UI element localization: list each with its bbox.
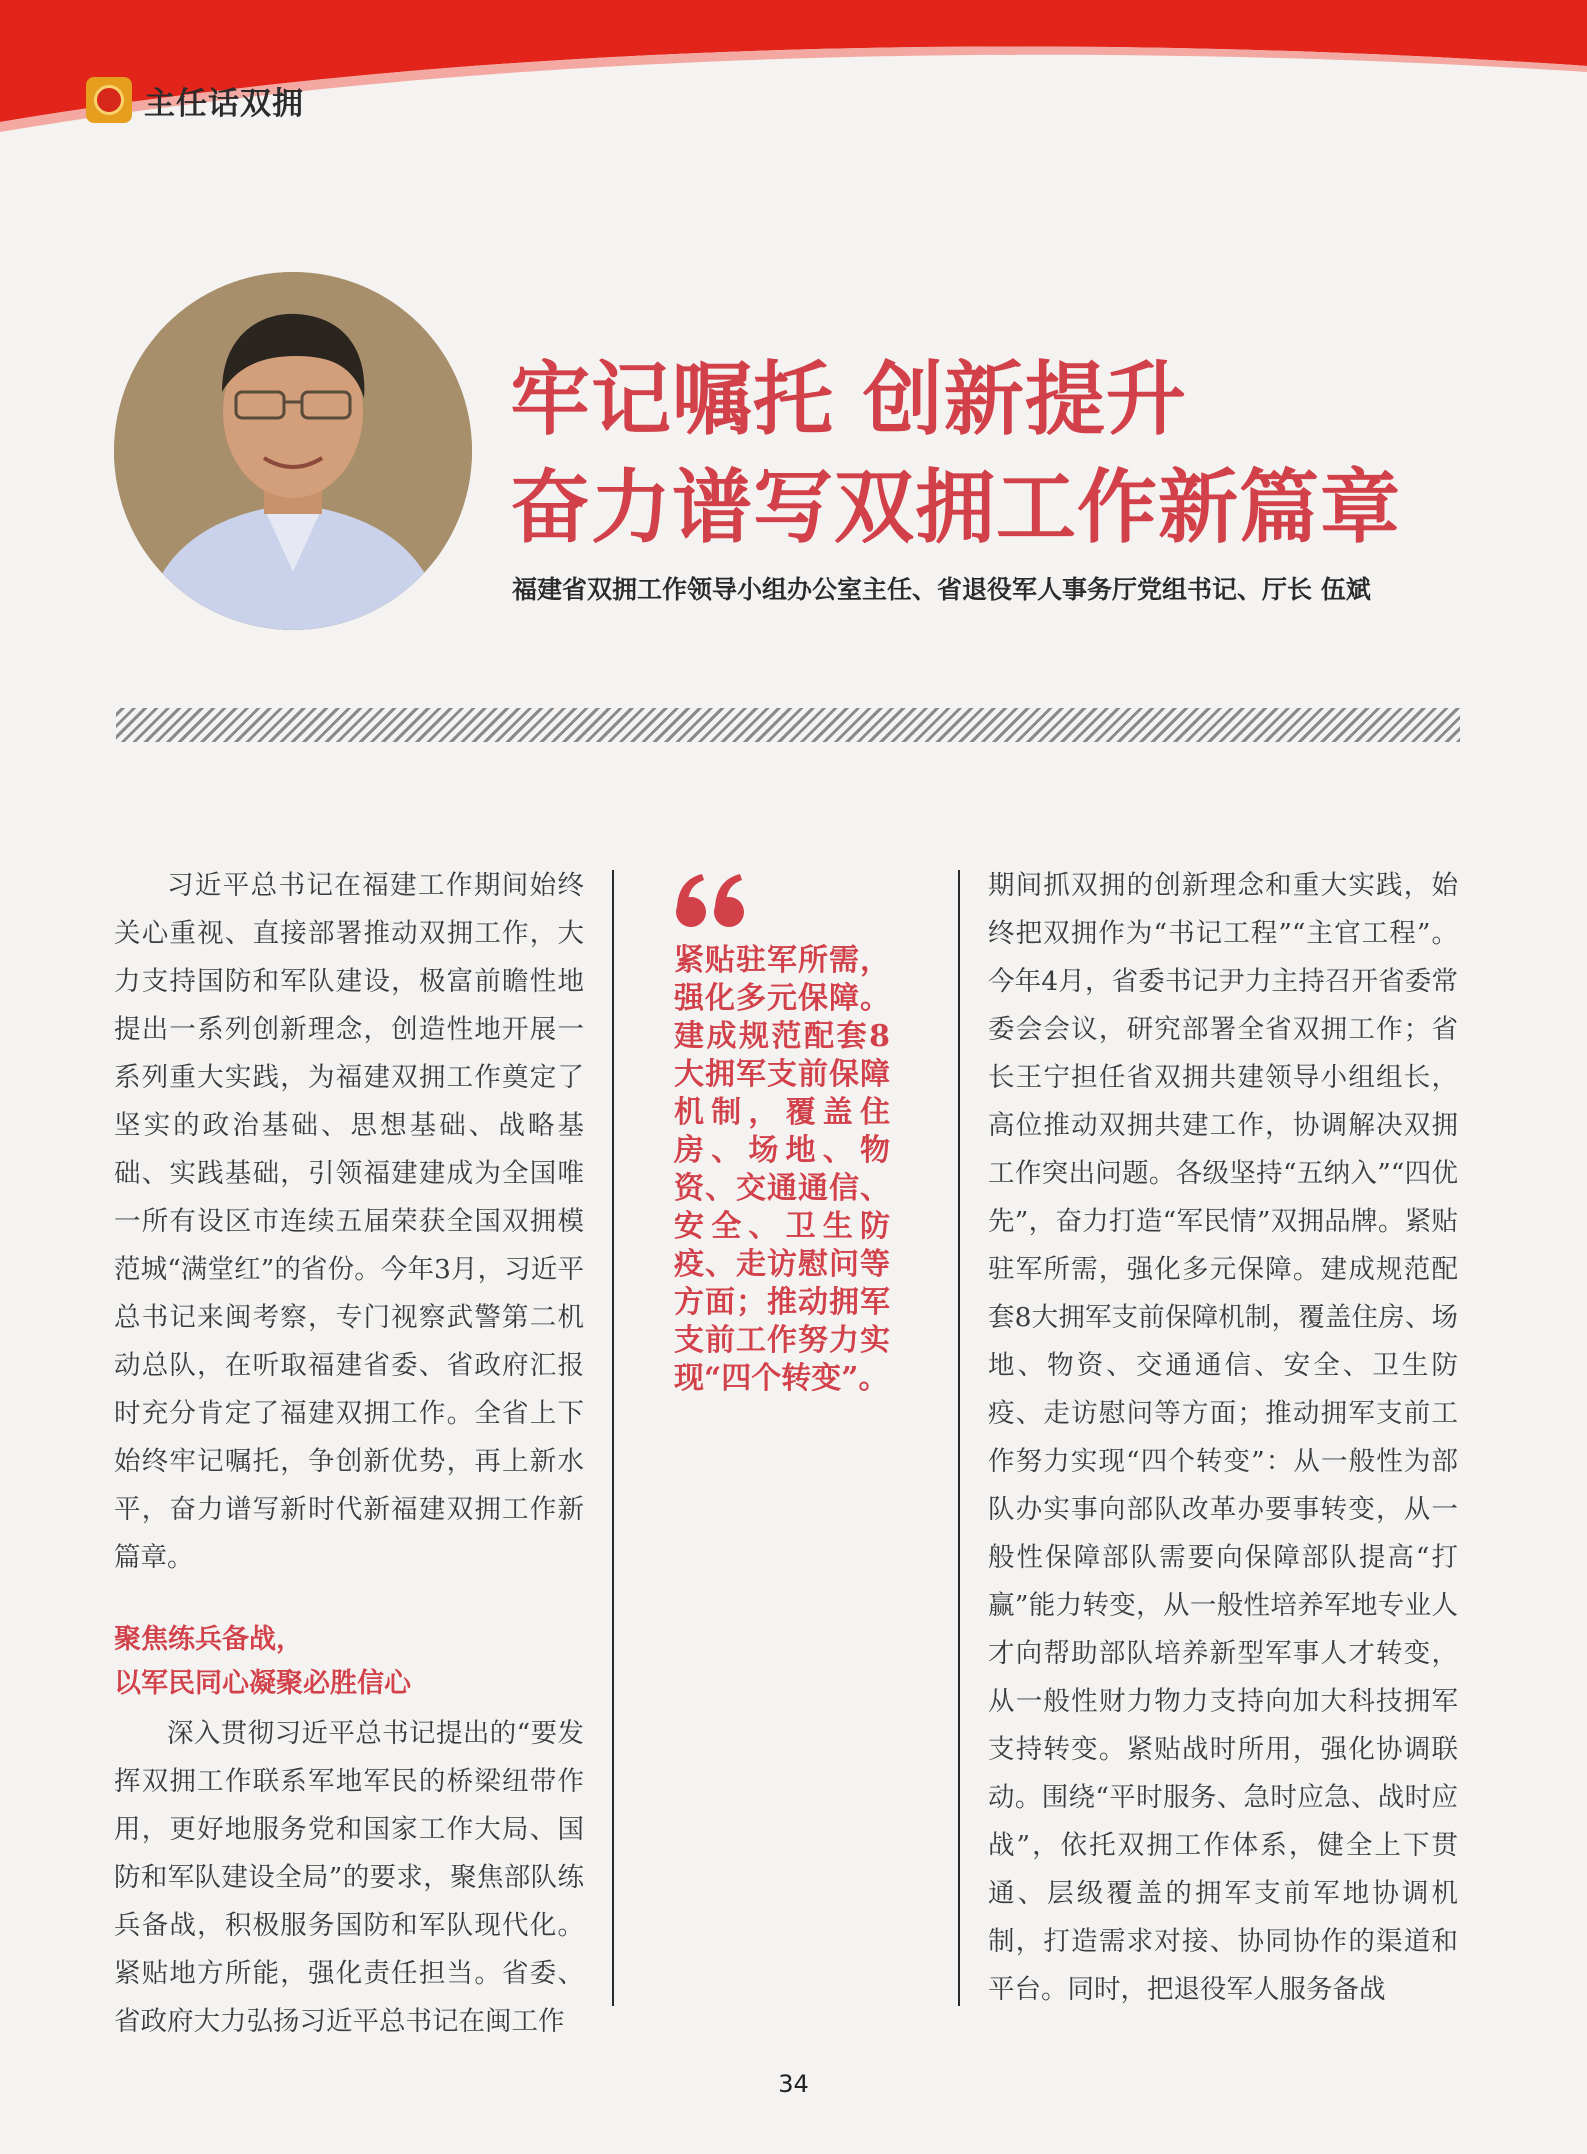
- column-rule: [612, 870, 614, 2006]
- hatched-divider: [116, 708, 1460, 742]
- author-byline: 福建省双拥工作领导小组办公室主任、省退役军人事务厅党组书记、厅长 伍斌: [512, 575, 1371, 604]
- section-subheading: [114, 1618, 584, 1706]
- section-label: 主任话双拥: [144, 85, 304, 122]
- double-support-emblem-icon: [86, 77, 132, 123]
- quote-mark-icon: [674, 872, 748, 928]
- title-line-2: 奋力谱写双拥工作新篇章: [510, 461, 1401, 554]
- body-paragraph: 深入贯彻习近平总书记提出的“要发挥双拥工作联系军地军民的桥梁纽带作用，更好地服务党和国家工作大局、国防和军队建设全局”的要求，聚焦部队练兵备战，积极服务国防和军队现代化。紧贴地方所能，强化责任担当。省委、省政府大力弘扬习近平总书记在闽工作: [114, 1718, 584, 2037]
- title-line-1: 牢记嘱托 创新提升: [510, 353, 1187, 446]
- pull-quote: 紧贴驻军所需，强化多元保障。建成规范配套8大拥军支前保障机制，覆盖住房、场地、物资、交通通信、安全、卫生防疫、走访慰问等方面；推动拥军支前工作努力实现“四个转变”。: [674, 943, 890, 1396]
- article-title: [510, 346, 1401, 562]
- author-portrait: [114, 272, 472, 630]
- page-number: 34: [778, 2070, 809, 2098]
- column-right: [988, 862, 1458, 2014]
- section-tag: [86, 76, 304, 124]
- column-left: [114, 862, 584, 2046]
- body-paragraph: 习近平总书记在福建工作期间始终关心重视、直接部署推动双拥工作，大力支持国防和军队建设，极富前瞻性地提出一系列创新理念，创造性地开展一系列重大实践，为福建双拥工作奠定了坚实的政治基础、思想基础、战略基础、实践基础，引领福建建成为全国唯一所有设区市连续五届荣获全国双拥模范城“满堂红”的省份。今年3月，习近平总书记来闽考察，专门视察武警第二机动总队，在听取福建省委、省政府汇报时充分肯定了福建双拥工作。全省上下始终牢记嘱托，争创新优势，再上新水平，奋力谱写新时代新福建双拥工作新篇章。: [114, 870, 584, 1573]
- subheading-line-2: 以军民同心凝聚必胜信心: [114, 1668, 411, 1699]
- body-paragraph: 期间抓双拥的创新理念和重大实践，始终把双拥作为“书记工程”“主官工程”。今年4月，省委书记尹力主持召开省委常委会会议，研究部署全省双拥工作；省长王宁担任省双拥共建领导小组组长，高位推动双拥共建工作，协调解决双拥工作突出问题。各级坚持“五纳入”“四优先”，奋力打造“军民情”双拥品牌。紧贴驻军所需，强化多元保障。建成规范配套8大拥军支前保障机制，覆盖住房、场地、物资、交通通信、安全、卫生防疫、走访慰问等方面；推动拥军支前工作努力实现“四个转变”：从一般性为部队办实事向部队改革办要事转变，从一般性保障部队需要向保障部队提高“打赢”能力转变，从一般性培养军地专业人才向帮助部队培养新型军事人才转变，从一般性财力物力支持向加大科技拥军支持转变。紧贴战时所用，强化协调联动。围绕“平时服务、急时应急、战时应战”，依托双拥工作体系，健全上下贯通、层级覆盖的拥军支前军地协调机制，打造需求对接、协同协作的渠道和平台。同时，把退役军人服务备战: [988, 870, 1458, 2005]
- column-rule: [958, 870, 960, 2006]
- subheading-line-1: 聚焦练兵备战，: [114, 1624, 303, 1655]
